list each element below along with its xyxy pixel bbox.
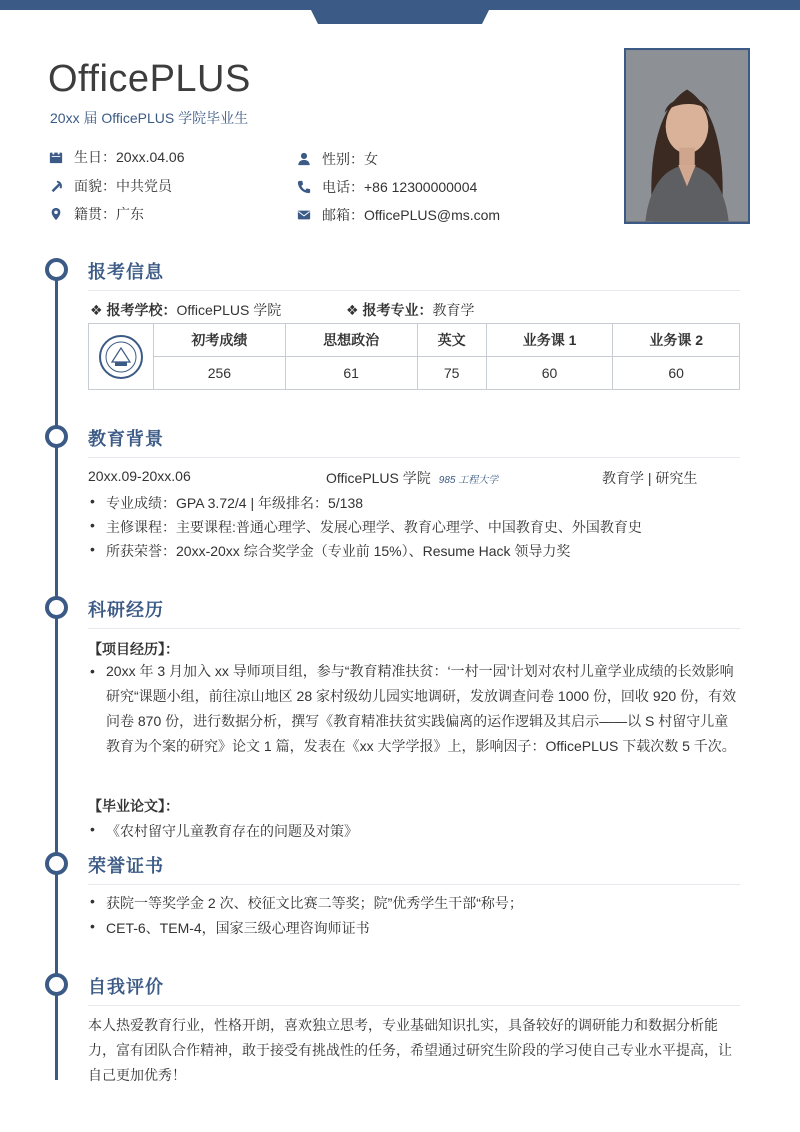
info-hometown: 籍贯：广东	[48, 204, 144, 224]
section-divider	[88, 457, 740, 458]
table-header-row	[89, 324, 740, 357]
list-item: • 专业成绩：GPA 3.72/4 | 年级排名：5/138	[106, 493, 363, 513]
section-title-research: 科研经历	[88, 600, 164, 620]
table-row	[89, 357, 740, 390]
candidate-subtitle: 20xx 届 OfficePLUS 学院毕业生	[50, 110, 249, 126]
edu-period: 20xx.09-20xx.06	[88, 468, 191, 484]
thesis-title: • 《农村留守儿童教育存在的问题及对策》	[106, 821, 358, 841]
section-title-self: 自我评价	[88, 977, 164, 997]
apply-major: ❖ 报考专业：教育学	[346, 302, 475, 318]
table-header: 业务课 1	[486, 324, 613, 357]
section-title-education: 教育背景	[88, 429, 164, 449]
timeline-node	[45, 852, 68, 875]
edu-tag: 985 工程大学	[438, 475, 499, 486]
person-icon	[296, 151, 312, 167]
info-politics: 面貌：中共党员	[48, 176, 172, 196]
table-cell: 60	[613, 357, 740, 390]
edu-degree: 教育学 | 研究生	[602, 470, 698, 486]
table-cell: 61	[285, 357, 417, 390]
table-cell: 256	[154, 357, 286, 390]
section-title-application: 报考信息	[88, 262, 164, 282]
party-emblem-icon	[48, 178, 64, 194]
info-phone: 电话：+86 12300000004	[296, 177, 477, 197]
list-item: • 获院一等奖学金 2 次、校征文比赛二等奖；院”优秀学生干部“称号；	[106, 893, 523, 913]
table-cell: 75	[417, 357, 486, 390]
school-seal-cell	[89, 324, 154, 390]
table-cell: 60	[486, 357, 613, 390]
table-header: 英文	[417, 324, 486, 357]
timeline-node	[45, 973, 68, 996]
list-item: • CET-6、TEM-4，国家三级心理咨询师证书	[106, 918, 370, 938]
info-email: 邮箱：OfficePLUS@ms.com	[296, 205, 500, 225]
timeline-node	[45, 258, 68, 281]
apply-school: ❖ 报考学校：OfficePLUS 学院	[90, 302, 282, 318]
calendar-icon	[48, 149, 64, 165]
envelope-icon	[296, 207, 312, 223]
phone-icon	[296, 179, 312, 195]
top-accent-tab	[310, 8, 490, 24]
candidate-name: OfficePLUS	[48, 58, 251, 100]
thesis-label: 【毕业论文】：	[88, 798, 179, 814]
list-item: • 主修课程：主要课程:普通心理学、发展心理学、教育心理学、中国教育史、外国教育史	[106, 517, 642, 537]
table-header: 业务课 2	[613, 324, 740, 357]
self-evaluation-text: 本人热爱教育行业，性格开朗，喜欢独立思考，专业基础知识扎实，具备较好的调研能力和数据分析能力，富有团队合作精神，敢于接受有挑战性的任务，希望通过研究生阶段的学习使自己专业水平提高，让自己更加优秀！	[88, 1017, 732, 1083]
list-item: • 所获荣誉：20xx-20xx 综合奖学金（专业前 15%）、Resume Hack 领导力奖	[106, 541, 570, 561]
timeline-node	[45, 425, 68, 448]
table-header: 思想政治	[285, 324, 417, 357]
timeline-line	[55, 280, 58, 1080]
project-description: • 20xx 年 3 月加入 xx 导师项目组，参与“教育精准扶贫：‘一村一园’计划对农村儿童学业成绩的长效影响研究“课题小组，前往凉山地区 28 家村级幼儿园实地调研，发放调查问卷 1000 份，回收 920 份，有效问卷 870 份，进行数据分析，撰写《教育精准扶贫实践偏离的运作逻辑及其启示——以 S 村留守儿童教育为个案的研究》论文 1 篇，发表在《xx 大学学报》上，影响因子：OfficePLUS 下载次数 5 千次。	[106, 659, 742, 759]
school-seal-icon	[98, 334, 144, 380]
table-header: 初考成绩	[154, 324, 286, 357]
score-table	[88, 323, 740, 390]
edu-school: OfficePLUS 学院 985 工程大学	[326, 470, 499, 486]
info-gender: 性别：女	[296, 149, 378, 169]
timeline-node	[45, 596, 68, 619]
profile-photo	[624, 48, 750, 224]
section-divider	[88, 1005, 740, 1006]
project-label: 【项目经历】：	[88, 641, 179, 657]
info-birthday: 生日：20xx.04.06	[48, 147, 185, 167]
section-divider	[88, 884, 740, 885]
section-divider	[88, 628, 740, 629]
location-pin-icon	[48, 206, 64, 222]
section-title-honors: 荣誉证书	[88, 856, 164, 876]
section-divider	[88, 290, 740, 291]
